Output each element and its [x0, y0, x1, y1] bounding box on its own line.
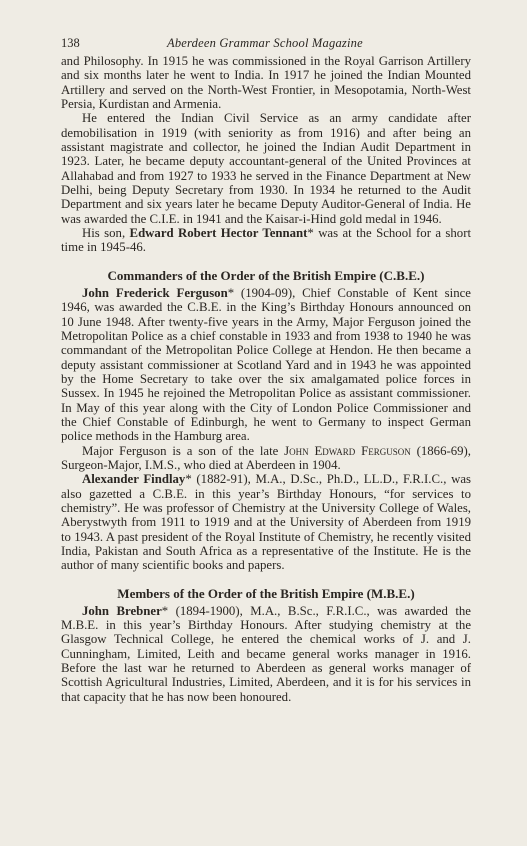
running-head [61, 36, 471, 50]
ferguson-father-after: (1866-69), Surgeon-Major, I.M.S., who died at Aberdeen in 1904. [61, 443, 471, 472]
ferguson-name: John Frederick Ferguson [82, 285, 228, 300]
ferguson-father-paragraph [61, 444, 471, 473]
findlay-name: Alexander Findlay [82, 472, 186, 487]
brebner-text: * (1894-1900), M.A., B.Sc., F.R.I.C., was awarded the M.B.E. in this year’s Birthday Honours. After studying chemistry at the Glasgow Technical College, he entered the chemical works of J. and J. Cunningham, Limited, Leith and became general works manager in 1916. Before the last war he returned to Aberdeen as general works manager of Scottish Agricultural Industries, Limited, Aberdeen, and it is for his services in that capacity that he has now been honoured. [61, 603, 471, 704]
son-text-before: His son, [82, 226, 130, 241]
ferguson-father-before: Major Ferguson is a son of the late [82, 443, 285, 458]
cbe-heading: Commanders of the Order of the British Empire (C.B.E.) [107, 267, 425, 283]
page-number: 138 [61, 36, 80, 50]
ferguson-father-name: John Edward Ferguson [284, 443, 411, 458]
journal-title: Aberdeen Grammar School Magazine [167, 36, 363, 50]
son-name: Edward Robert Hector Tennant [129, 226, 308, 241]
ferguson-text: * (1904-09), Chief Constable of Kent since 1946, was awarded the C.B.E. in the King’s Birthday Honours announced on 10 June 1948. After twenty-five years in the Army, Major Ferguson joined the Metropolitan Police as a chief constable in 1933 and from 1938 to 1940 he was commandant of the Metropolitan Police College at Hendon. He then became a deputy assistant commissioner at Scotland Yard and in 1943 he was appointed by the Home Secretary to take over the six amalgamated police forces in Sussex. In 1945 he rejoined the Metropolitan Police as assistant commissioner. In May of this year along with the City of London Police Commissioner and the Chief Constable of Edinburgh, he went to Germany to inspect German police methods in the Hamburg area. [61, 285, 471, 444]
son-paragraph [61, 226, 471, 255]
civil-service-paragraph: He entered the Indian Civil Service as an army candidate after demobilisation in 1919 (with seniority as from 1916) and after being an assistant magistrate and collector, he joined the Indian Audit Department in 1923. Later, he became deputy accountant-general of the United Provinces at Allahabad and from 1927 to 1933 he served in the Finance Department at New Delhi, being Deputy Secretary from 1930. In 1934 he returned to the Audit Department and six years later he became Deputy Auditor-General of India. He was awarded the C.I.E. in 1941 and the Kaisar-i-Hind gold medal in 1946. [61, 111, 471, 226]
brebner-paragraph [61, 604, 471, 704]
findlay-text: * (1882-91), M.A., D.Sc., Ph.D., LL.D., F.R.I.C., was also gazetted a C.B.E. in this year’s Birthday Honours, “for services to chemistry”. He was professor of Chemistry at the University College of Wales, Aberystwyth from 1911 to 1919 and at the University of Aberdeen from 1919 to 1943. A past president of the Royal Institute of Chemistry, he recently visited India, Pakistan and South Africa as a representative of the Institute. He is the author of many scientific books and papers. [61, 472, 472, 573]
findlay-paragraph [61, 472, 471, 572]
ferguson-paragraph [61, 286, 471, 444]
continued-paragraph: and Philosophy. In 1915 he was commissioned in the Royal Garrison Artillery and six months later he went to India. In 1917 he joined the Indian Mounted Artillery and served on the North-West Frontier, in Mesopotamia, North-West Persia, Kurdistan and Armenia. [61, 54, 471, 112]
brebner-name: John Brebner [82, 603, 162, 618]
mbe-heading: Members of the Order of the British Empire (M.B.E.) [117, 585, 415, 601]
article-body [61, 54, 471, 704]
son-text-after: * was at the School for a short time in 1945-46. [61, 226, 472, 255]
